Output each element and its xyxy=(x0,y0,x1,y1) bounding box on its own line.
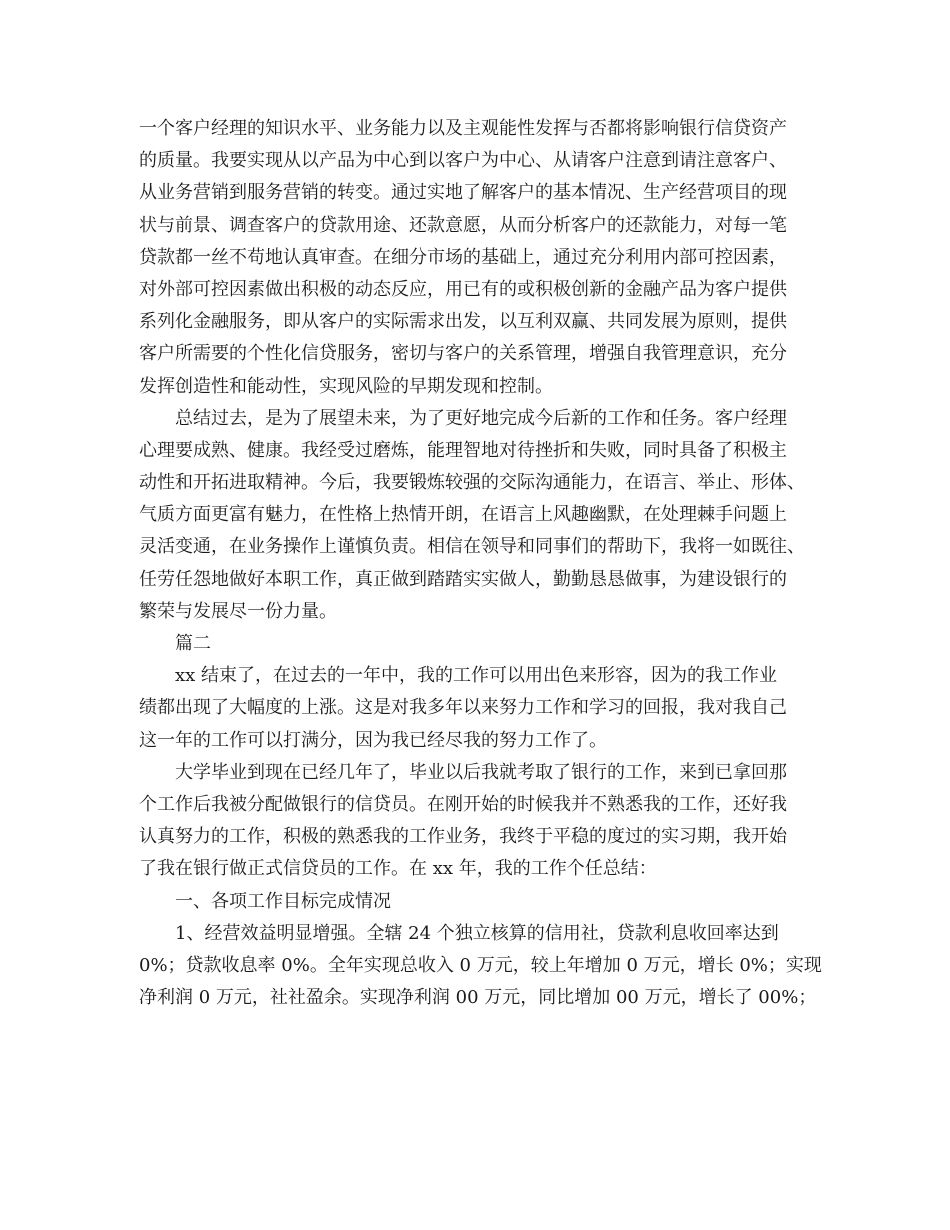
text-line: 绩都出现了大幅度的上涨。这是对我多年以来努力工作和学习的回报，我对我自己 xyxy=(139,697,787,719)
subsection-heading: 一、各项工作目标完成情况 xyxy=(139,890,391,912)
text-line: 净利润 0 万元，社社盈余。实现净利润 00 万元，同比增加 00 万元，增长了 00%； xyxy=(139,987,817,1009)
section-heading: 篇二 xyxy=(139,633,211,654)
text-line: 1、经营效益明显增强。全辖 24 个独立核算的信用社，贷款利息收回率达到 xyxy=(139,922,779,944)
text-line: 总结过去，是为了展望未来，为了更好地完成今后新的工作和任务。客户经理 xyxy=(139,407,787,429)
text-line: xx 结束了，在过去的一年中，我的工作可以用出色来形容，因为的我工作业 xyxy=(139,665,778,687)
text-line: 从业务营销到服务营销的转变。通过实地了解客户的基本情况、生产经营项目的现 xyxy=(139,182,787,204)
text-line: 大学毕业到现在已经几年了，毕业以后我就考取了银行的工作，来到已拿回那 xyxy=(139,761,787,783)
text-line: 了我在银行做正式信贷员的工作。在 xx 年，我的工作个任总结： xyxy=(139,858,657,880)
text-line: 认真努力的工作，积极的熟悉我的工作业务，我终于平稳的度过的实习期，我开始 xyxy=(139,826,787,848)
text-line: 发挥创造性和能动性，实现风险的早期发现和控制。 xyxy=(139,375,553,397)
text-line: 一个客户经理的知识水平、业务能力以及主观能性发挥与否都将影响银行信贷资产 xyxy=(139,118,787,139)
text-line: 心理要成熟、健康。我经受过磨炼，能理智地对待挫折和失败，同时具备了积极主 xyxy=(139,439,787,461)
document-body xyxy=(139,113,822,1014)
text-line: 个工作后我被分配做银行的信贷员。在刚开始的时候我并不熟悉我的工作，还好我 xyxy=(139,793,787,815)
text-line: 气质方面更富有魅力，在性格上热情开朗，在语言上风趣幽默，在处理棘手问题上 xyxy=(139,504,787,526)
text-line: 对外部可控因素做出积极的动态反应，用已有的或积极创新的金融产品为客户提供 xyxy=(139,278,787,300)
text-line: 系列化金融服务，即从客户的实际需求出发，以互利双赢、共同发展为原则，提供 xyxy=(139,311,787,333)
text-line: 繁荣与发展尽一份力量。 xyxy=(139,600,337,622)
text-line: 这一年的工作可以打满分，因为我已经尽我的努力工作了。 xyxy=(139,729,607,751)
text-line: 动性和开拓进取精神。今后，我要锻炼较强的交际沟通能力，在语言、举止、形体、 xyxy=(139,472,805,494)
text-line: 贷款都一丝不苟地认真审查。在细分市场的基础上，通过充分利用内部可控因素， xyxy=(139,246,787,268)
text-line: 的质量。我要实现从以产品为中心到以客户为中心、从请客户注意到请注意客户、 xyxy=(139,150,787,172)
text-line: 任劳任怨地做好本职工作，真正做到踏踏实实做人，勤勤恳恳做事，为建设银行的 xyxy=(139,568,787,590)
text-line: 灵活变通，在业务操作上谨慎负责。相信在领导和同事们的帮助下，我将一如既往、 xyxy=(139,536,805,558)
text-line: 0%；贷款收息率 0%。全年实现总收入 0 万元，较上年增加 0 万元，增长 0%；实现 xyxy=(139,954,822,976)
text-line: 状与前景、调查客户的贷款用途、还款意愿，从而分析客户的还款能力，对每一笔 xyxy=(139,214,787,236)
text-line: 客户所需要的个性化信贷服务，密切与客户的关系管理，增强自我管理意识，充分 xyxy=(139,343,787,365)
